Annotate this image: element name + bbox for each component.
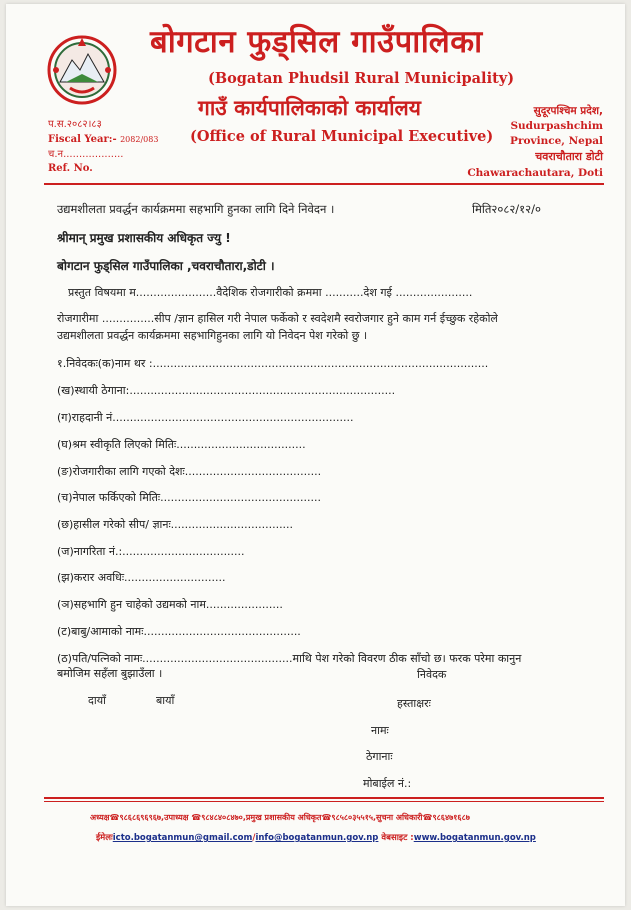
website-label: वेबसाइट :: [378, 833, 414, 843]
field-contract-period: (झ)करार अवधिः.............................: [57, 571, 226, 584]
municipality-title-en: (Bogatan Phudsil Rural Municipality): [208, 70, 515, 87]
applicant-heading: निवेदक: [417, 668, 447, 681]
website-link[interactable]: www.bogatanmun.gov.np: [413, 833, 536, 843]
field-permanent-address: (ख)स्थायी ठेगाना:............................................................................: [57, 384, 396, 397]
field-skill-acquired: (छ)हासील गरेको सीप/ ज्ञानः...................................: [57, 518, 294, 531]
province-en-line2: Province, Nepal: [510, 135, 603, 147]
letter-subject: उद्यमशीलता प्रवर्द्धन कार्यक्रममा सहभागि हुनका लागि दिने निवेदन ।: [57, 202, 335, 216]
intro-paragraph: प्रस्तुत विषयमा म.......................वैदेशिक रोजगारीको क्रममा ...........देश गई ......................: [68, 286, 473, 299]
footer-divider-bottom: [44, 801, 604, 802]
email-label: ईमेलः: [96, 833, 113, 843]
letter-date: मिति२०८२/१२/०: [472, 202, 541, 216]
email-link-2[interactable]: info@bogatanmun.gov.np: [255, 833, 379, 843]
place-np: चवराचौतारा डोटी: [535, 150, 603, 163]
fiscal-year: [48, 134, 158, 146]
place-en: Chawarachautara, Doti: [467, 167, 603, 179]
office-title-np: गाउँ कार्यपालिकाको कार्यालय: [198, 96, 421, 120]
field-return-date: (च)नेपाल फर्किएको मितिः..............................................: [57, 491, 321, 504]
patra-sankhya: प.स.२०८२।८३: [48, 119, 102, 130]
email-link-1[interactable]: icto.bogatanmun@gmail.com: [112, 833, 253, 843]
nepal-emblem-icon: [42, 30, 122, 110]
office-title-en: (Office of Rural Municipal Executive): [190, 128, 494, 145]
footer-email-line: [96, 832, 536, 843]
thumb-right-label: दायाँ: [88, 694, 106, 707]
address-label: ठेगानाः: [366, 750, 393, 763]
body-paragraph-line1: रोजगारीमा ...............सीप /ज्ञान हासिल गरी नेपाल फर्केको र स्वदेशमै स्वरोजगार हुने काम गर्न ईच्छुक रहेकोले: [57, 312, 498, 325]
signature-label: हस्ताक्षरः: [397, 697, 431, 710]
province-np: सुदूरपश्चिम प्रदेश,: [533, 105, 603, 117]
field-citizenship-number: (ज)नागरिता नं.:...................................: [57, 545, 245, 558]
field-applicant-name: १.निवेदकः(क)नाम थर :................................................................................................: [57, 357, 489, 370]
thumb-left-label: बायाँ: [156, 694, 175, 707]
header-divider: [44, 183, 604, 185]
recipient-address: बोगटान फुड्सिल गाउँपालिका ,चवराचौतारा,डोटी ।: [57, 259, 275, 273]
ref-number: Ref. No.: [48, 163, 93, 174]
footer-divider-top: [44, 797, 604, 799]
body-paragraph-line2: उद्यमशीलता प्रवर्द्धन कार्यक्रममा सहभागिहुनका लागि यो निवेदन पेश गरेको छु ।: [57, 329, 368, 342]
salutation: श्रीमान् प्रमुख प्रशासकीय अधिकृत ज्यु !: [57, 231, 231, 245]
field-passport-number: (ग)राहदानी नं.....................................................................: [57, 411, 354, 424]
field-parent-name: (ट)बाबु/आमाको नामः.............................................: [57, 625, 301, 638]
municipality-title-np: बोगटान फुड्सिल गाउँपालिका: [150, 24, 483, 60]
email-separator: /: [252, 833, 256, 843]
mobile-label: मोबाईल नं.:: [363, 777, 412, 790]
province-en-line1: Sudurpashchim: [510, 120, 603, 132]
chalani-number: च.न...................: [48, 149, 124, 160]
field-labour-permit-date: (घ)श्रम स्वीकृति लिएको मितिः.....................................: [57, 438, 306, 451]
field-spouse-name: (ठ)पति/पत्निको नामः...........................................माथि पेश गरेको विवरण ठीक साँचो छ। फरक परेमा कानुन: [57, 652, 522, 665]
fiscal-year-label: Fiscal Year:-: [48, 134, 117, 145]
declaration-closing: बमोजिम सहँला बुझाउँला ।: [57, 667, 163, 680]
field-enterprise-name: (ञ)सहभागि हुन चाहेको उद्यमको नाम......................: [57, 598, 283, 611]
name-label: नामः: [371, 724, 389, 737]
fiscal-year-value: 2082/083: [120, 135, 159, 144]
footer-contacts: अध्यक्ष☎९८६८६९६९६७,उपाध्यक्ष ☎९८४८४०८४७०,प्रमुख प्रशासकीय अधिकृत☎९८५८०३५५१५,सुचना अधिकारी☎९८६४७१६८७: [90, 813, 470, 822]
field-employment-country: (ङ)रोजगारीका लागि गएको देशः.......................................: [57, 465, 322, 478]
